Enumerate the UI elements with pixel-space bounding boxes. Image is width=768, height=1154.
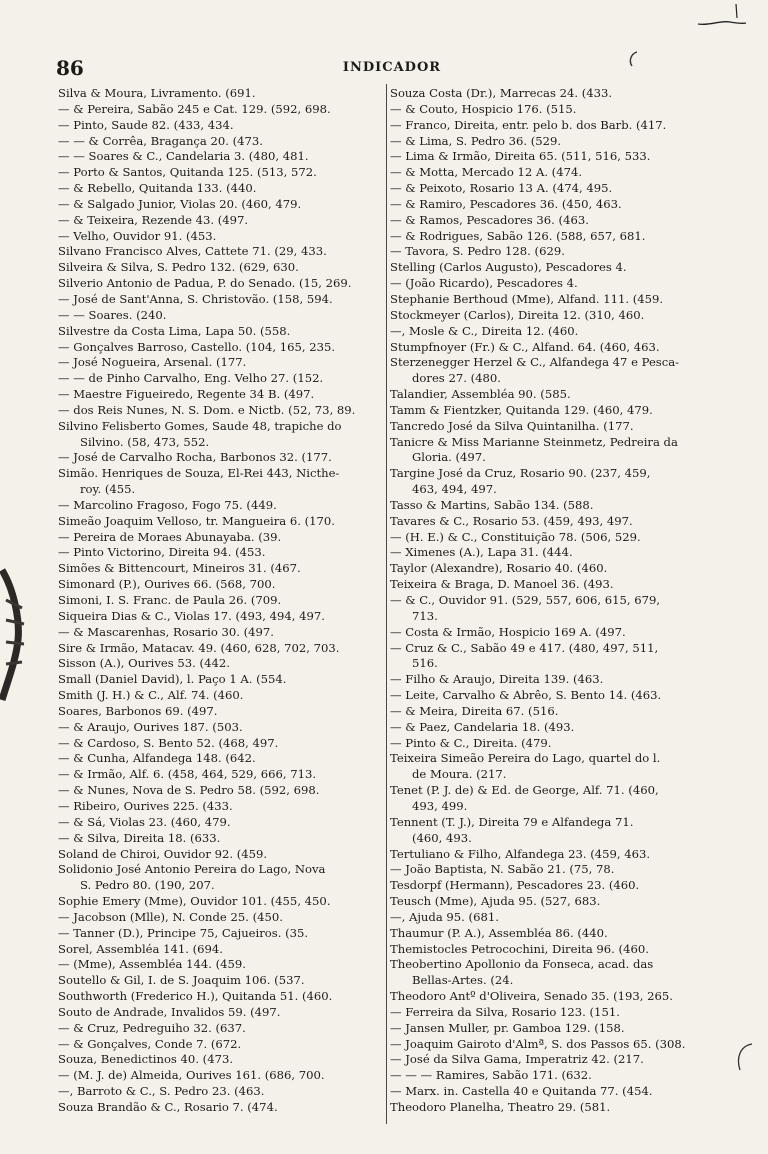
- directory-entry: Theodoro Planelha, Theatro 29. (581.: [390, 1100, 611, 1114]
- directory-entry: — & Rebello, Quitanda 133. (440.: [58, 181, 257, 196]
- directory-entry: — — de Pinho Carvalho, Eng. Velho 27. (152.: [58, 371, 324, 386]
- binding-shadow-mark: [0, 560, 26, 710]
- directory-entry: — dos Reis Nunes, N. S. Dom. e Nictb. (52, 73, 89.: [58, 402, 356, 417]
- directory-entry: Soutello & Gil, I. de S. Joaquim 106. (537.: [58, 973, 305, 988]
- directory-entry: Silvino Felisberto Gomes, Saude 48, trapiche do: [58, 418, 342, 433]
- directory-entry: — & Gonçalves, Conde 7. (672.: [58, 1036, 242, 1051]
- directory-entry: Themistocles Petrocochini, Direita 96. (460.: [390, 941, 649, 956]
- directory-entry: Simoni, I. S. Franc. de Paula 26. (709.: [58, 593, 282, 607]
- directory-entry: Silvano Francisco Alves, Cattete 71. (29, 433.: [58, 244, 327, 259]
- directory-entry: — & Pereira, Sabão 245 e Cat. 129. (592, 698.: [58, 101, 331, 116]
- directory-entry: — Jacobson (Mlle), N. Conde 25. (450.: [58, 909, 283, 924]
- directory-entry: — & Salgado Junior, Violas 20. (460, 479.: [58, 196, 302, 211]
- directory-entry: S. Pedro 80. (190, 207.: [80, 878, 215, 893]
- directory-entry: — & Sá, Violas 23. (460, 479.: [58, 814, 231, 829]
- directory-entry: — (João Ricardo), Pescadores 4.: [390, 276, 578, 291]
- column-divider: [386, 84, 387, 1124]
- directory-entry: — Costa & Irmão, Hospicio 169 A. (497.: [390, 624, 626, 639]
- directory-entry: Teixeira & Braga, D. Manoel 36. (493.: [390, 577, 614, 592]
- directory-entry: — & Araujo, Ourives 187. (503.: [58, 719, 243, 734]
- directory-entry: Tasso & Martins, Sabão 134. (588.: [390, 497, 594, 512]
- directory-entry: — & Cunha, Alfandega 148. (642.: [58, 751, 256, 766]
- directory-entry: roy. (455.: [80, 482, 136, 497]
- directory-entry: — Pereira de Moraes Abunayaba. (39.: [58, 529, 282, 544]
- directory-entry: Thaumur (P. A.), Assembléa 86. (440.: [390, 925, 608, 940]
- directory-entry: — Jansen Muller, pr. Gamboa 129. (158.: [390, 1020, 625, 1035]
- directory-entry: — — Soares & C., Candelaria 3. (480, 481.: [58, 149, 309, 164]
- directory-entry: Tavares & C., Rosario 53. (459, 493, 497.: [390, 513, 633, 528]
- directory-entry: Soland de Chiroi, Ouvidor 92. (459.: [58, 846, 268, 861]
- directory-entry: — Filho & Araujo, Direita 139. (463.: [390, 672, 604, 687]
- directory-entry: — & Peixoto, Rosario 13 A. (474, 495.: [390, 181, 613, 196]
- directory-entry: — — & Corrêa, Bragança 20. (473.: [58, 133, 263, 148]
- directory-entry: — Pinto Victorino, Direita 94. (453.: [58, 545, 266, 560]
- directory-entry: Silverio Antonio de Padua, P. do Senado. (15, 269.: [58, 276, 352, 291]
- directory-entry: — José de Sant'Anna, S. Christovão. (158, 594.: [58, 291, 333, 306]
- directory-entry: Targine José da Cruz, Rosario 90. (237, 459,: [390, 466, 651, 481]
- directory-entry: Soares, Barbonos 69. (497.: [58, 703, 218, 718]
- directory-entry: Tamm & Fientzker, Quitanda 129. (460, 479.: [390, 402, 653, 417]
- directory-entry-continuation: (460, 493.: [412, 830, 472, 845]
- directory-entry: — Marcolino Fragoso, Fogo 75. (449.: [58, 497, 277, 512]
- directory-entry: Stelling (Carlos Augusto), Pescadores 4.: [390, 260, 627, 275]
- directory-entry: — José de Carvalho Rocha, Barbonos 32. (177.: [58, 450, 332, 465]
- directory-entry: Solidonio José Antonio Pereira do Lago, Nova: [58, 862, 326, 877]
- page-header: [56, 56, 728, 80]
- directory-entry: Stockmeyer (Carlos), Direita 12. (310, 460.: [390, 307, 645, 322]
- directory-entry: Teixeira Simeão Pereira do Lago, quartel do l.: [390, 751, 661, 766]
- directory-entry: — Cruz & C., Sabão 49 e 417. (480, 497, 511,: [390, 640, 659, 655]
- directory-entry: Stumpfnoyer (Fr.) & C., Alfand. 64. (460, 463.: [390, 339, 660, 354]
- directory-entry: — & Nunes, Nova de S. Pedro 58. (592, 698.: [58, 783, 320, 798]
- directory-entry: — Franco, Direita, entr. pelo b. dos Barb. (417.: [390, 117, 667, 132]
- directory-entry: — Tanner (D.), Principe 75, Cajueiros. (35.: [58, 925, 309, 940]
- directory-entry: — José da Silva Gama, Imperatriz 42. (217.: [390, 1052, 644, 1067]
- directory-entry: — (Mme), Assembléa 144. (459.: [58, 957, 246, 972]
- directory-entry: — & Motta, Mercado 12 A. (474.: [390, 165, 583, 180]
- directory-entry: Small (Daniel David), l. Paço 1 A. (554.: [58, 672, 287, 687]
- directory-entry: — Pinto, Saude 82. (433, 434.: [58, 117, 234, 132]
- directory-entry: Sire & Irmão, Matacav. 49. (460, 628, 702, 703.: [58, 640, 340, 655]
- directory-entry: — Ferreira da Silva, Rosario 123. (151.: [390, 1004, 620, 1019]
- directory-entry: — & Irmão, Alf. 6. (458, 464, 529, 666, 713.: [58, 767, 317, 782]
- directory-entry: — Gonçalves Barroso, Castello. (104, 165, 235.: [58, 339, 336, 354]
- directory-entry: — & Ramiro, Pescadores 36. (450, 463.: [390, 196, 622, 211]
- directory-entry: Tesdorpf (Hermann), Pescadores 23. (460.: [390, 878, 640, 893]
- directory-entry: Silvino. (58, 473, 552.: [80, 434, 210, 449]
- directory-entry: — Pinto & C., Direita. (479.: [390, 735, 552, 750]
- directory-entry: — & Mascarenhas, Rosario 30. (497.: [58, 624, 274, 639]
- directory-entry: Stephanie Berthoud (Mme), Alfand. 111. (459.: [390, 291, 664, 306]
- directory-entry: Souza, Benedictinos 40. (473.: [58, 1052, 234, 1067]
- directory-entry: Souza Brandão & C., Rosario 7. (474.: [58, 1100, 278, 1114]
- directory-entry: —, Mosle & C., Direita 12. (460.: [390, 323, 579, 338]
- directory-entry: — Joaquim Gairoto d'Almª, S. dos Passos 65. (308.: [390, 1036, 686, 1051]
- directory-entry: — & Rodrigues, Sabão 126. (588, 657, 681.: [390, 228, 646, 243]
- directory-entry: Simões & Bittencourt, Mineiros 31. (467.: [58, 561, 301, 576]
- directory-entry: — Velho, Ouvidor 91. (453.: [58, 228, 217, 243]
- directory-entry: — & Paez, Candelaria 18. (493.: [390, 719, 575, 734]
- directory-entry: Theobertino Apollonio da Fonseca, acad. das: [390, 957, 654, 972]
- directory-entry: — João Baptista, N. Sabão 21. (75, 78.: [390, 862, 615, 877]
- directory-entry: — & Lima, S. Pedro 36. (529.: [390, 133, 562, 148]
- directory-entry: —, Ajuda 95. (681.: [390, 909, 499, 924]
- directory-entry-continuation: 493, 499.: [412, 798, 468, 813]
- directory-entry: — Ribeiro, Ourives 225. (433.: [58, 798, 233, 813]
- directory-entry: Simão. Henriques de Souza, El-Rei 443, Nicthe-: [58, 466, 340, 481]
- running-title: INDICADOR: [342, 60, 442, 75]
- directory-entry: Tancredo José da Silva Quintanilha. (177.: [390, 418, 634, 433]
- directory-entry: — Lima & Irmão, Direita 65. (511, 516, 533.: [390, 149, 651, 164]
- directory-entry: Theodoro Antº d'Oliveira, Senado 35. (193, 265.: [390, 989, 673, 1004]
- directory-entry: Tanicre & Miss Marianne Steinmetz, Pedreira da: [390, 434, 678, 449]
- directory-entry: Sorel, Assembléa 141. (694.: [58, 941, 223, 956]
- directory-entry: — — — Ramires, Sabão 171. (632.: [390, 1068, 592, 1083]
- directory-entry: Smith (J. H.) & C., Alf. 74. (460.: [58, 688, 244, 703]
- directory-entry: — Leite, Carvalho & Abrêo, S. Bento 14. (463.: [390, 688, 662, 703]
- directory-entry: — & Cruz, Pedreguiho 32. (637.: [58, 1020, 246, 1035]
- directory-entry: Teusch (Mme), Ajuda 95. (527, 683.: [390, 894, 601, 909]
- directory-entry: Talandier, Assembléa 90. (585.: [390, 387, 571, 402]
- directory-entry: — & Couto, Hospicio 176. (515.: [390, 101, 577, 116]
- directory-entry: Simonard (P.), Ourives 66. (568, 700.: [58, 577, 276, 592]
- directory-entry: Souza Costa (Dr.), Marrecas 24. (433.: [390, 86, 613, 100]
- directory-entry-continuation: 713.: [412, 608, 438, 623]
- directory-entry: — & Silva, Direita 18. (633.: [58, 830, 221, 845]
- directory-entry: — — Soares. (240.: [58, 307, 167, 322]
- directory-entry: — & Ramos, Pescadores 36. (463.: [390, 212, 589, 227]
- directory-entry: Sophie Emery (Mme), Ouvidor 101. (455, 450.: [58, 894, 331, 909]
- directory-entry: — Ximenes (A.), Lapa 31. (444.: [390, 545, 573, 560]
- directory-entry: — (H. E.) & C., Constituição 78. (506, 529.: [390, 529, 641, 544]
- directory-entry: — Tavora, S. Pedro 128. (629.: [390, 244, 565, 259]
- directory-entry: — Marx. in. Castella 40 e Quitanda 77. (454.: [390, 1084, 653, 1099]
- directory-entry: Tertuliano & Filho, Alfandega 23. (459, 463.: [390, 846, 651, 861]
- directory-entry: Siqueira Dias & C., Violas 17. (493, 494, 497.: [58, 608, 325, 623]
- directory-entry: — & C., Ouvidor 91. (529, 557, 606, 615, 679,: [390, 593, 661, 607]
- directory-entry: — & Meira, Direita 67. (516.: [390, 703, 559, 718]
- directory-entry: — Porto & Santos, Quitanda 125. (513, 572.: [58, 165, 317, 180]
- page-number: 86: [56, 56, 84, 80]
- directory-entry: — José Nogueira, Arsenal. (177.: [58, 355, 247, 370]
- directory-entry-continuation: 516.: [412, 656, 438, 671]
- directory-entry: — Maestre Figueiredo, Regente 34 B. (497.: [58, 387, 315, 402]
- directory-entry: —, Barroto & C., S. Pedro 23. (463.: [58, 1084, 265, 1099]
- corner-flourish-mark: [696, 2, 748, 30]
- directory-entry-continuation: Bellas-Artes. (24.: [412, 973, 514, 988]
- edge-ink-mark: [732, 1040, 756, 1076]
- directory-entry: Taylor (Alexandre), Rosario 40. (460.: [390, 561, 608, 576]
- directory-entry: — (M. J. de) Almeida, Ourives 161. (686, 700.: [58, 1068, 325, 1083]
- directory-entry-continuation: 463, 494, 497.: [412, 482, 497, 497]
- directory-entry-continuation: Gloria. (497.: [412, 450, 486, 465]
- directory-entry: Silveira & Silva, S. Pedro 132. (629, 630.: [58, 260, 299, 275]
- directory-entry: Tenet (P. J. de) & Ed. de George, Alf. 71. (460,: [390, 783, 659, 798]
- directory-entry: Southworth (Frederico H.), Quitanda 51. (460.: [58, 989, 333, 1004]
- directory-entry: Silvestre da Costa Lima, Lapa 50. (558.: [58, 323, 291, 338]
- right-column: [390, 86, 730, 1116]
- directory-entry-continuation: de Moura. (217.: [412, 767, 507, 782]
- directory-entry: — & Teixeira, Rezende 43. (497.: [58, 212, 249, 227]
- directory-entry-continuation: dores 27. (480.: [412, 371, 501, 386]
- directory-entry: Sterzenegger Herzel & C., Alfandega 47 e Pesca-: [390, 355, 680, 370]
- directory-entry: Tennent (T. J.), Direita 79 e Alfandega 71.: [390, 814, 634, 829]
- directory-entry: — & Cardoso, S. Bento 52. (468, 497.: [58, 735, 279, 750]
- left-column: [58, 86, 386, 1116]
- directory-entry: Simeão Joaquim Velloso, tr. Mangueira 6. (170.: [58, 513, 335, 528]
- directory-entry: Souto de Andrade, Invalidos 59. (497.: [58, 1004, 281, 1019]
- directory-entry: Silva & Moura, Livramento. (691.: [58, 86, 256, 100]
- directory-entry: Sisson (A.), Ourives 53. (442.: [58, 656, 230, 671]
